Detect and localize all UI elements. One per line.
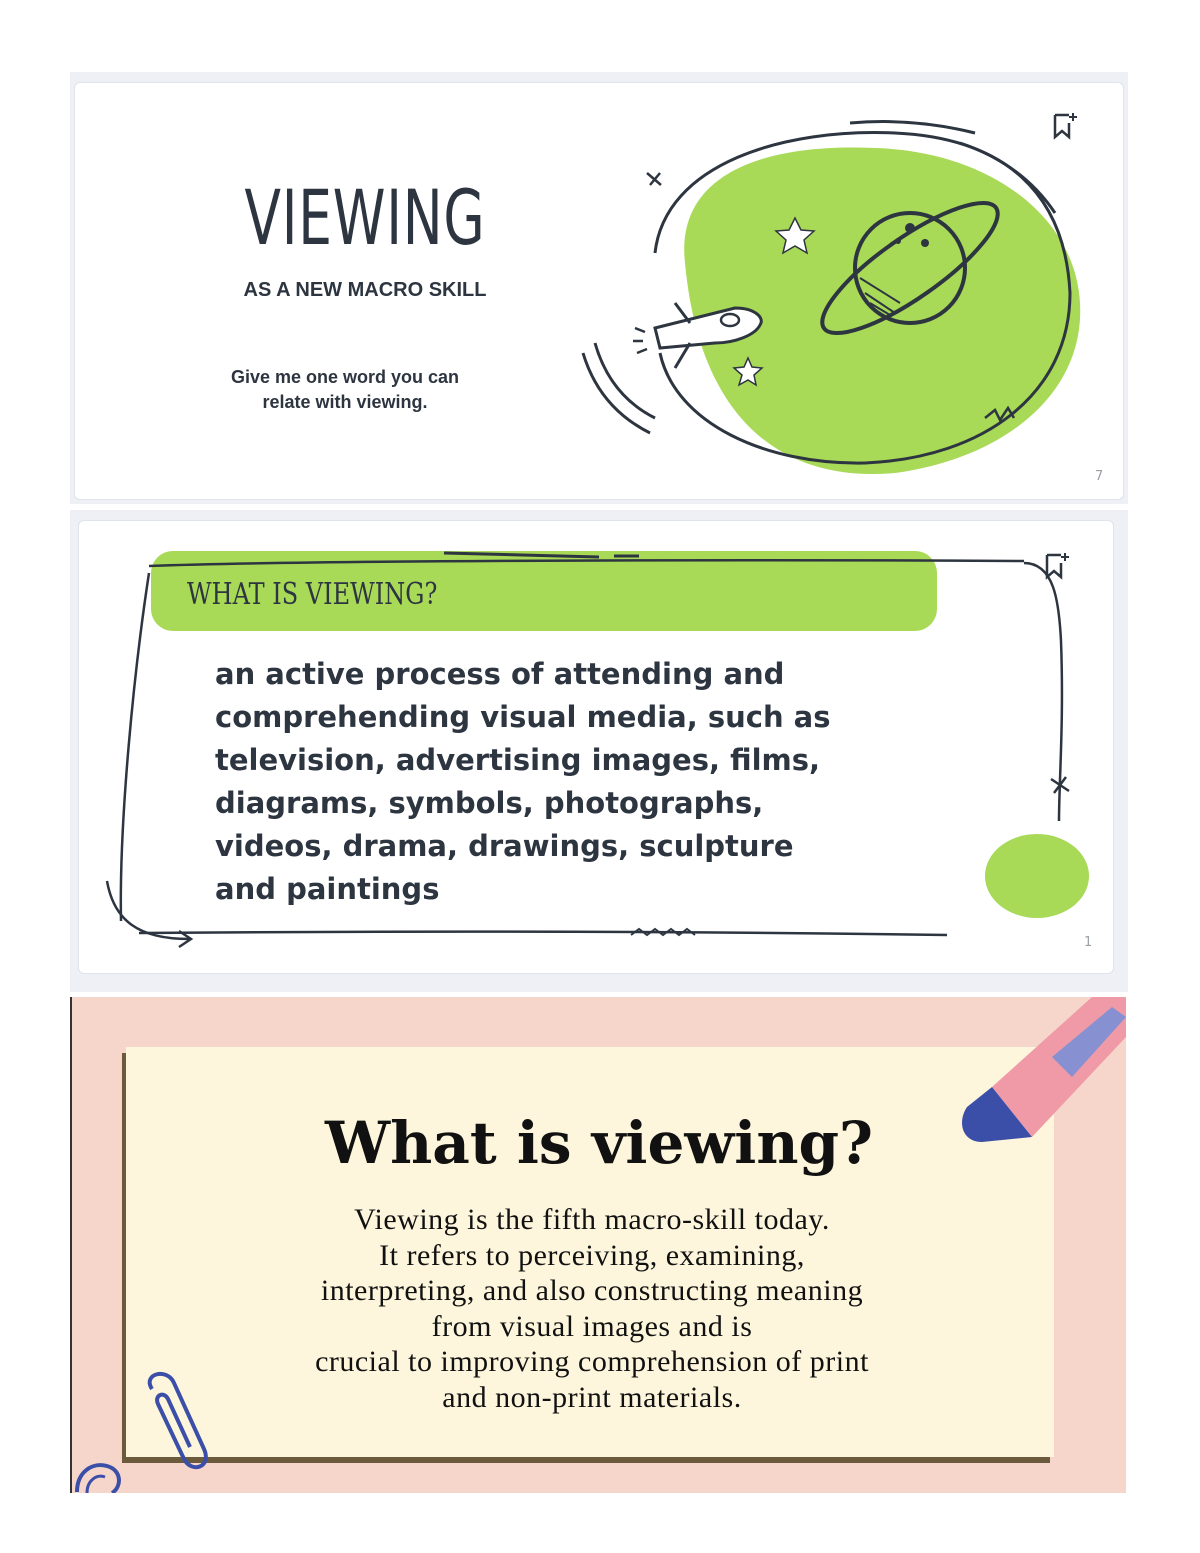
- slide-1-frame: [70, 72, 1128, 504]
- slide-1-prompt: [165, 365, 525, 415]
- definition-line: television, advertising images, films,: [215, 743, 821, 777]
- text-line: from visual images and is: [431, 1309, 753, 1343]
- text-line: interpreting, and also constructing meaning: [320, 1274, 864, 1307]
- slide-1-title: VIEWING: [244, 173, 486, 262]
- page-number: 7: [1095, 469, 1104, 484]
- pencil-icon: [952, 997, 1126, 1157]
- definition-line: and paintings: [215, 872, 440, 906]
- slide-1: [74, 82, 1124, 500]
- paperclip-icon: [132, 1369, 222, 1479]
- add-bookmark-icon[interactable]: [1041, 549, 1073, 581]
- text-line: and non-print materials.: [442, 1380, 742, 1414]
- text-line: crucial to improving comprehension of print: [315, 1345, 869, 1378]
- green-dot: [985, 834, 1089, 918]
- slide-3-text: [162, 1202, 1022, 1415]
- definition-line: diagrams, symbols, photographs,: [215, 786, 764, 820]
- definition-line: videos, drama, drawings, sculpture: [215, 829, 794, 863]
- text-line: It refers to perceiving, examining,: [379, 1238, 805, 1272]
- slide-1-subtitle: AS A NEW MACRO SKILL: [243, 279, 487, 301]
- slide-3: [70, 997, 1126, 1493]
- slide-2-definition: [215, 653, 945, 911]
- prompt-line: relate with viewing.: [262, 392, 428, 412]
- slide-2-heading: WHAT IS VIEWING?: [187, 577, 438, 612]
- slide-2-frame: [70, 510, 1128, 992]
- page-number: 1: [1084, 935, 1093, 950]
- slide-3-title: What is viewing?: [324, 1109, 874, 1177]
- paperclip-icon: [72, 1452, 132, 1493]
- definition-line: an active process of attending and: [215, 657, 785, 691]
- slide-2: [78, 520, 1114, 974]
- add-bookmark-icon[interactable]: [1049, 109, 1081, 141]
- definition-line: comprehending visual media, such as: [215, 700, 831, 734]
- prompt-line: Give me one word you can: [230, 367, 460, 387]
- planet-illustration: [565, 103, 1105, 493]
- text-line: Viewing is the fifth macro-skill today.: [354, 1203, 830, 1236]
